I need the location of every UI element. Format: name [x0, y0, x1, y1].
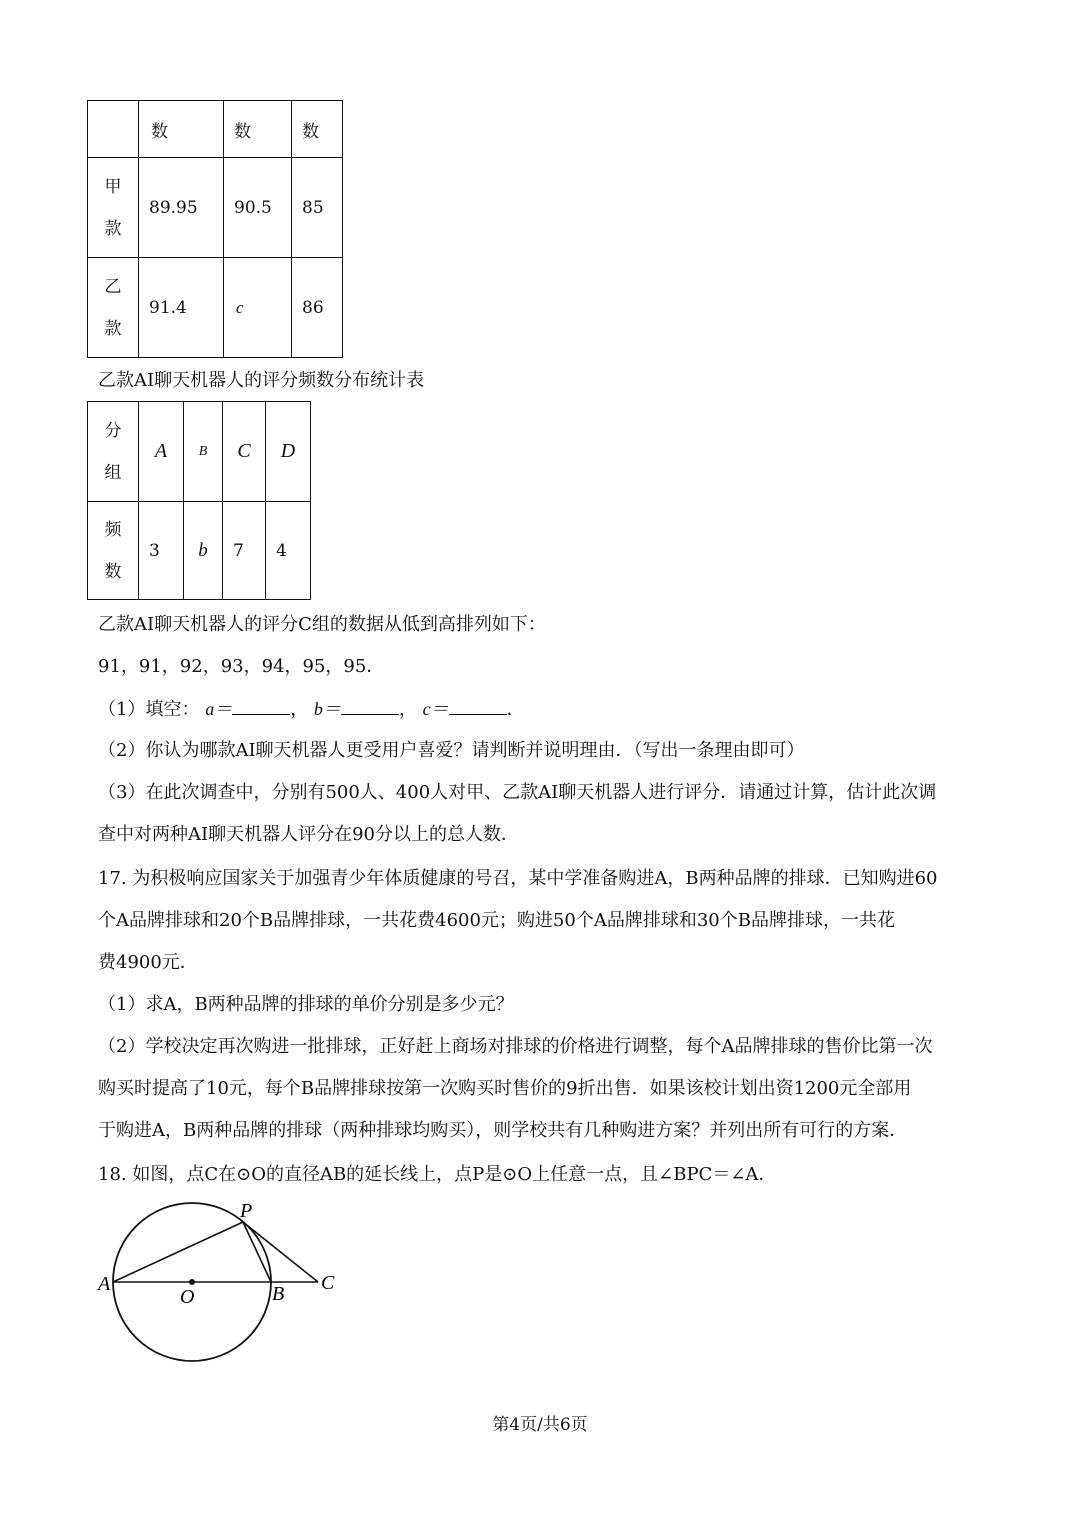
q1-b-label: b＝ [313, 699, 341, 719]
freq-b: b [184, 502, 223, 600]
blank-a [232, 714, 290, 715]
label-p: P [240, 1200, 253, 1222]
problem-17-q2-line2: 购买时提高了10元，每个B品牌排球按第一次购买时售价的9折出售．如果该校计划出资1200元全部用 [98, 1078, 912, 1099]
row-label-jia: 甲 款 [88, 158, 139, 258]
label-b: B [272, 1283, 285, 1305]
segment-pb [243, 1222, 271, 1282]
center-dot [189, 1279, 195, 1285]
problem-17-line3: 费4900元． [98, 952, 198, 973]
c-group-data: 91，91，92，93，94，95，95． [98, 656, 385, 677]
problem-17-q2-line1: （2）学校决定再次购进一批排球，正好赶上商场对排球的价格进行调整，每个A品牌排球的售价比第一次 [98, 1036, 933, 1057]
table-cell: c [224, 258, 292, 358]
table-header-cell: 数 [224, 101, 292, 158]
group-b: B [184, 402, 223, 502]
freq-c: 7 [223, 502, 266, 600]
table-header-cell: 数 [292, 101, 343, 158]
table-cell: 85 [292, 158, 343, 258]
page-footer: 第4页/共6页 [492, 1415, 588, 1435]
row-label-frequency: 频 数 [88, 502, 139, 600]
table-header-cell: 数 [139, 101, 224, 158]
frequency-table [87, 401, 311, 600]
c-group-intro: 乙款AI聊天机器人的评分C组的数据从低到高排列如下： [98, 614, 546, 635]
table-cell: 90.5 [224, 158, 292, 258]
blank-b [341, 714, 399, 715]
problem-17-q1: （1）求A，B两种品牌的排球的单价分别是多少元？ [98, 994, 514, 1015]
problem-18: 18. 如图，点C在⊙O的直径AB的延长线上，点P是⊙O上任意一点，且∠BPC＝∠A． [98, 1164, 777, 1185]
table-cell: 91.4 [139, 258, 224, 358]
table-cell: 86 [292, 258, 343, 358]
segment-pc [243, 1222, 318, 1282]
label-a: A [98, 1273, 111, 1295]
table-cell [88, 101, 139, 158]
question-3-line2: 查中对两种AI聊天机器人评分在90分以上的总人数． [98, 824, 520, 845]
problem-17-line2: 个A品牌排球和20个B品牌排球，一共花费4600元；购进50个A品牌排球和30个B品牌排球，一共花 [98, 910, 895, 931]
q1-prefix: （1）填空： [98, 699, 200, 720]
table-cell: 89.95 [139, 158, 224, 258]
group-d: D [266, 402, 311, 502]
group-c: C [223, 402, 266, 502]
label-c: C [321, 1272, 335, 1294]
blank-c [449, 714, 507, 715]
q1-a-label: a＝ [205, 699, 233, 719]
freq-a: 3 [139, 502, 184, 600]
row-label-yi: 乙 款 [88, 258, 139, 358]
problem-17-q2-line3: 于购进A，B两种品牌的排球（两种排球均购买），则学校共有几种购进方案？并列出所有可行的方案． [98, 1120, 908, 1141]
problem-17-line1: 17. 为积极响应国家关于加强青少年体质健康的号召，某中学准备购进A，B两种品牌的排球．已知购进60 [98, 868, 938, 889]
q1-c-label: c＝ [422, 699, 449, 719]
table2-caption: 乙款AI聊天机器人的评分频数分布统计表 [98, 370, 425, 391]
question-2: （2）你认为哪款AI聊天机器人更受用户喜爱？请判断并说明理由．（写出一条理由即可） [98, 740, 805, 761]
score-stats-table [87, 100, 343, 358]
question-3-line1: （3）在此次调查中，分别有500人、400人对甲、乙款AI聊天机器人进行评分．请通过计算，估计此次调 [98, 782, 937, 803]
circle-figure [90, 1195, 350, 1375]
group-a: A [139, 402, 184, 502]
freq-d: 4 [266, 502, 311, 600]
label-o: O [180, 1286, 195, 1308]
question-1-fill: （1）填空： a＝ ， b＝ ， c＝ ． [98, 699, 525, 720]
row-label-group: 分 组 [88, 402, 139, 502]
